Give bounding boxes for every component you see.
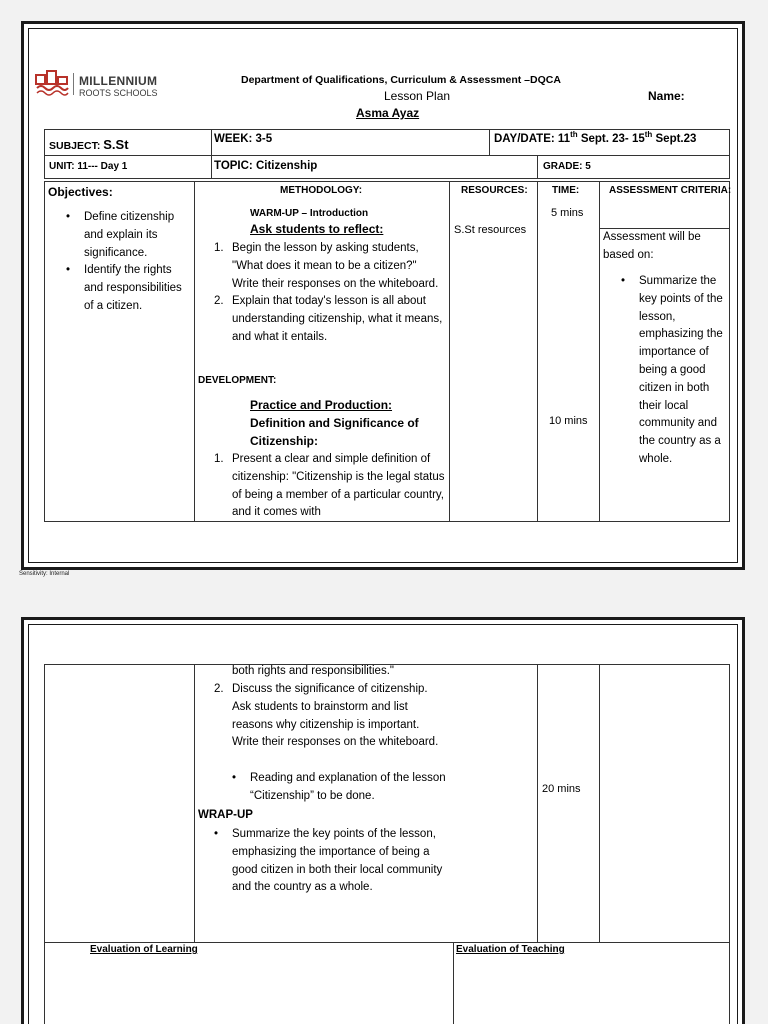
assessment-header: ASSESSMENT CRITERIA: bbox=[609, 185, 732, 196]
info-row-1-divider-1 bbox=[211, 129, 212, 156]
col-divider-3 bbox=[537, 664, 538, 943]
development-heading: DEVELOPMENT: bbox=[198, 375, 277, 386]
school-logo-icon bbox=[35, 69, 69, 99]
date-sup-2: th bbox=[644, 130, 653, 140]
topic-label: TOPIC: Citizenship bbox=[214, 160, 318, 172]
page-1 bbox=[21, 21, 745, 570]
info-row-2 bbox=[44, 155, 730, 179]
list-item: • Identify the rights and responsibilities of a citizen. bbox=[84, 262, 188, 315]
resources-item: S.St resources bbox=[454, 224, 527, 236]
wrapup-list bbox=[232, 826, 446, 897]
time-wrapup: 20 mins bbox=[542, 783, 581, 795]
name-label: Name: bbox=[648, 89, 685, 103]
logo-separator bbox=[73, 73, 74, 95]
development-steps bbox=[232, 451, 446, 522]
resources-header: RESOURCES: bbox=[461, 185, 528, 196]
definition-heading: Definition and Significance of Citizenship: bbox=[250, 416, 419, 448]
list-item: • Define citizenship and explain its significance. bbox=[84, 209, 188, 262]
practice-heading: Practice and Production: bbox=[250, 398, 393, 412]
list-item: 1. Begin the lesson by asking students, "What does it mean to be a citizen?" Write their responses on the whiteboard. bbox=[232, 240, 446, 293]
list-item: • Reading and explanation of the lesson “Citizenship” to be done. bbox=[250, 770, 448, 806]
warmup-heading: WARM-UP – Introduction bbox=[250, 208, 369, 219]
sensitivity-label: Sensitivity: Internal bbox=[19, 571, 70, 577]
col-divider-1 bbox=[194, 181, 195, 522]
col-divider-2 bbox=[449, 181, 450, 522]
col-divider-3 bbox=[537, 181, 538, 522]
list-item: • Summarize the key points of the lesson, emphasizing the importance of being a good citizen in both their local community and the country as a whole. bbox=[639, 273, 729, 469]
school-logo bbox=[35, 69, 163, 101]
page-2 bbox=[21, 617, 745, 1024]
warmup-steps bbox=[232, 240, 446, 347]
col-divider-1 bbox=[194, 664, 195, 943]
list-item: 2. Explain that today's lesson is all about understanding citizenship, what it means, and what it entails. bbox=[232, 293, 446, 346]
objectives-header: Objectives: bbox=[48, 185, 113, 199]
teacher-name: Asma Ayaz bbox=[356, 106, 420, 120]
school-name-line1: MILLENNIUM bbox=[79, 74, 158, 88]
evaluation-teaching-label: Evaluation of Teaching bbox=[456, 944, 565, 955]
objectives-list bbox=[84, 209, 188, 316]
week-label: WEEK: 3-5 bbox=[214, 133, 273, 145]
development-steps-continued bbox=[232, 681, 446, 752]
info-row-1-divider-2 bbox=[489, 129, 490, 156]
department-title: Department of Qualifications, Curriculum & Assessment –DQCA bbox=[241, 74, 561, 86]
date-part-3: Sept.23 bbox=[652, 133, 697, 145]
reflect-heading: Ask students to reflect: bbox=[250, 222, 384, 236]
col-divider-4 bbox=[599, 664, 600, 943]
date-part-1: DAY/DATE: 11 bbox=[494, 133, 571, 145]
methodology-header: METHODOLOGY: bbox=[280, 185, 363, 196]
subject-label bbox=[49, 137, 129, 152]
wrapup-heading: WRAP-UP bbox=[198, 809, 253, 821]
col-divider-4 bbox=[599, 181, 600, 522]
date-part-2: Sept. 23- 15 bbox=[577, 133, 645, 145]
assessment-list bbox=[639, 273, 729, 469]
list-item: 2. Discuss the significance of citizenship. Ask students to brainstorm and list reasons why citizenship is important. Write their responses on the whiteboard. bbox=[232, 681, 446, 752]
development-sub-list bbox=[250, 770, 448, 806]
date-sup-1: th bbox=[570, 130, 578, 140]
dev-step1-continued: both rights and responsibilities." bbox=[232, 665, 394, 677]
document-title: Lesson Plan bbox=[384, 89, 451, 103]
subject-value: S.St bbox=[103, 137, 129, 152]
subject-label-text: SUBJECT: bbox=[49, 140, 101, 152]
grade-label: GRADE: 5 bbox=[543, 161, 591, 172]
list-item: 1. Present a clear and simple definition of citizenship: "Citizenship is the legal status of being a member of a particular country, and it comes with bbox=[232, 451, 446, 522]
time-development: 10 mins bbox=[549, 415, 588, 427]
school-name-line2: ROOTS SCHOOLS bbox=[79, 88, 158, 98]
date-label bbox=[494, 130, 697, 145]
info-row-2-divider-1 bbox=[211, 155, 212, 179]
unit-label: UNIT: 11--- Day 1 bbox=[49, 161, 128, 172]
evaluation-divider bbox=[453, 942, 454, 1024]
time-header: TIME: bbox=[552, 185, 580, 196]
assessment-intro: Assessment will be based on: bbox=[603, 231, 701, 261]
time-warmup: 5 mins bbox=[551, 207, 584, 219]
info-row-2-divider-2 bbox=[537, 155, 538, 179]
evaluation-learning-label: Evaluation of Learning bbox=[90, 944, 198, 955]
list-item: • Summarize the key points of the lesson, emphasizing the importance of being a good citizen in both their local community and the country as a whole. bbox=[232, 826, 446, 897]
